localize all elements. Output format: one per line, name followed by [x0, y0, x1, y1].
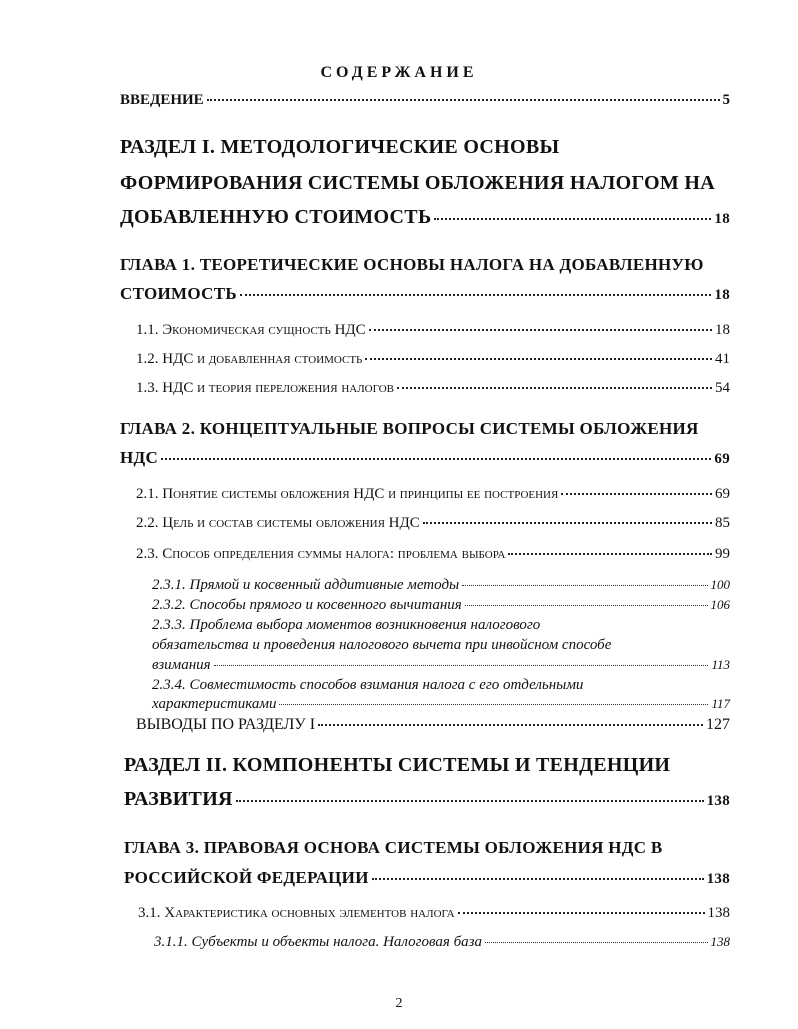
toc-leader-dots	[462, 585, 707, 586]
toc-entry-label: 2.3.1. Прямой и косвенный аддитивные методы	[152, 577, 460, 593]
toc-entry-label: взимания	[152, 657, 211, 673]
toc-entry-2-3-2[interactable]	[152, 597, 730, 614]
toc-page-number: 18	[715, 322, 730, 338]
toc-leader-dots	[508, 553, 712, 555]
toc-entry-1-3[interactable]	[136, 380, 730, 397]
toc-page-number: 106	[710, 597, 730, 612]
toc-entry-label: 2.3.2. Способы прямого и косвенного вычитания	[152, 597, 462, 613]
toc-leader-dots	[458, 912, 705, 914]
toc-page-number: 138	[710, 934, 730, 949]
toc-chapter1-line1[interactable]: ГЛАВА 1. ТЕОРЕТИЧЕСКИЕ ОСНОВЫ НАЛОГА НА ДОБАВЛЕННУЮ	[120, 255, 704, 274]
toc-entry-3-1[interactable]	[138, 905, 730, 922]
toc-entry-label: РАЗВИТИЯ	[124, 788, 233, 810]
toc-entry-label: НДС	[120, 448, 159, 467]
toc-page-number: 54	[715, 380, 730, 396]
toc-leader-dots	[372, 878, 704, 880]
toc-page-number: 138	[706, 793, 730, 809]
toc-entry-intro[interactable]	[120, 92, 730, 109]
toc-chapter1-line2[interactable]	[120, 284, 730, 304]
toc-page-number: 5	[722, 92, 730, 108]
toc-page-number: 100	[710, 577, 730, 592]
toc-entry-label: ВВЕДЕНИЕ	[120, 92, 204, 108]
page-number: 2	[395, 996, 403, 1011]
toc-entry-label: 1.1. Экономическая сущность НДС	[136, 322, 366, 338]
toc-entry-label: ВЫВОДЫ ПО РАЗДЕЛУ I	[136, 716, 316, 733]
toc-entry-label: 2.1. Понятие системы обложения НДС и принципы ее построения	[136, 486, 559, 502]
toc-page-number: 99	[715, 546, 730, 562]
toc-leader-dots	[214, 665, 709, 666]
toc-entry-1-2[interactable]	[136, 351, 730, 368]
toc-entry-label: СТОИМОСТЬ	[120, 284, 237, 303]
toc-entry-label: РОССИЙСКОЙ ФЕДЕРАЦИИ	[124, 868, 369, 887]
toc-leader-dots	[240, 294, 712, 296]
toc-leader-dots	[365, 358, 712, 360]
toc-leader-dots	[465, 605, 708, 606]
toc-chapter3-line2[interactable]	[124, 868, 730, 888]
toc-section2-line2[interactable]	[124, 788, 730, 811]
toc-entry-2-3[interactable]	[136, 546, 730, 563]
toc-entry-2-3-4-line2[interactable]	[152, 696, 730, 713]
toc-page-number: 69	[715, 486, 730, 502]
toc-leader-dots	[423, 522, 712, 524]
toc-leader-dots	[397, 387, 712, 389]
toc-leader-dots	[161, 458, 711, 460]
toc-entry-2-3-3-line1[interactable]: 2.3.3. Проблема выбора моментов возникновения налогового	[152, 617, 541, 633]
toc-entry-label: 3.1. Характеристика основных элементов налога	[138, 905, 455, 921]
toc-section2-line1[interactable]: РАЗДЕЛ II. КОМПОНЕНТЫ СИСТЕМЫ И ТЕНДЕНЦИИ	[124, 754, 671, 776]
toc-leader-dots	[369, 329, 712, 331]
toc-page-number: 85	[715, 515, 730, 531]
toc-entry-conclusions-1[interactable]	[136, 716, 730, 734]
toc-page-number: 138	[707, 905, 730, 921]
toc-leader-dots	[236, 800, 704, 802]
toc-entry-label: 2.2. Цель и состав системы обложения НДС	[136, 515, 420, 531]
toc-entry-3-1-1[interactable]	[154, 934, 730, 951]
toc-entry-label: 1.2. НДС и добавленная стоимость	[136, 351, 363, 367]
toc-entry-label: ДОБАВЛЕННУЮ СТОИМОСТЬ	[120, 206, 432, 228]
toc-entry-label: 1.3. НДС и теория переложения налогов	[136, 380, 394, 396]
document-title: СОДЕРЖАНИЕ	[320, 64, 478, 81]
toc-entry-label: характеристиками	[152, 696, 277, 712]
toc-page-number: 18	[714, 211, 730, 227]
toc-entry-2-2[interactable]	[136, 515, 730, 532]
toc-entry-1-1[interactable]	[136, 322, 730, 339]
toc-chapter3-line1[interactable]: ГЛАВА 3. ПРАВОВАЯ ОСНОВА СИСТЕМЫ ОБЛОЖЕНИЯ НДС В	[124, 838, 663, 857]
toc-entry-2-3-3-line3[interactable]	[152, 657, 730, 674]
toc-section1-line3[interactable]	[120, 206, 730, 229]
toc-page-number: 127	[706, 716, 730, 733]
toc-page-number: 69	[714, 451, 730, 467]
toc-page-number: 138	[706, 871, 730, 887]
toc-entry-2-3-3-line2[interactable]: обязательства и проведения налогового вычета при инвойсном способе	[152, 637, 612, 653]
toc-entry-2-1[interactable]	[136, 486, 730, 503]
toc-leader-dots	[434, 218, 711, 220]
toc-chapter2-line1[interactable]: ГЛАВА 2. КОНЦЕПТУАЛЬНЫЕ ВОПРОСЫ СИСТЕМЫ ОБЛОЖЕНИЯ	[120, 419, 699, 438]
toc-leader-dots	[279, 704, 708, 705]
toc-page-number: 41	[715, 351, 730, 367]
toc-section1-line2[interactable]: ФОРМИРОВАНИЯ СИСТЕМЫ ОБЛОЖЕНИЯ НАЛОГОМ НА	[120, 172, 715, 194]
toc-leader-dots	[207, 99, 720, 101]
toc-section1-line1[interactable]: РАЗДЕЛ I. МЕТОДОЛОГИЧЕСКИЕ ОСНОВЫ	[120, 136, 560, 158]
toc-entry-2-3-4-line1[interactable]: 2.3.4. Совместимость способов взимания налога с его отдельными	[152, 677, 584, 693]
toc-page-number: 113	[711, 657, 730, 672]
toc-chapter2-line2[interactable]	[120, 448, 730, 468]
toc-entry-label: 3.1.1. Субъекты и объекты налога. Налоговая база	[154, 934, 483, 950]
toc-entry-2-3-1[interactable]	[152, 577, 730, 594]
toc-page-number: 18	[714, 287, 730, 303]
toc-leader-dots	[318, 724, 703, 726]
toc-leader-dots	[561, 493, 712, 495]
toc-entry-label: 2.3. Способ определения суммы налога: проблема выбора	[136, 546, 506, 562]
toc-page-number: 117	[711, 696, 730, 711]
toc-leader-dots	[485, 942, 707, 943]
